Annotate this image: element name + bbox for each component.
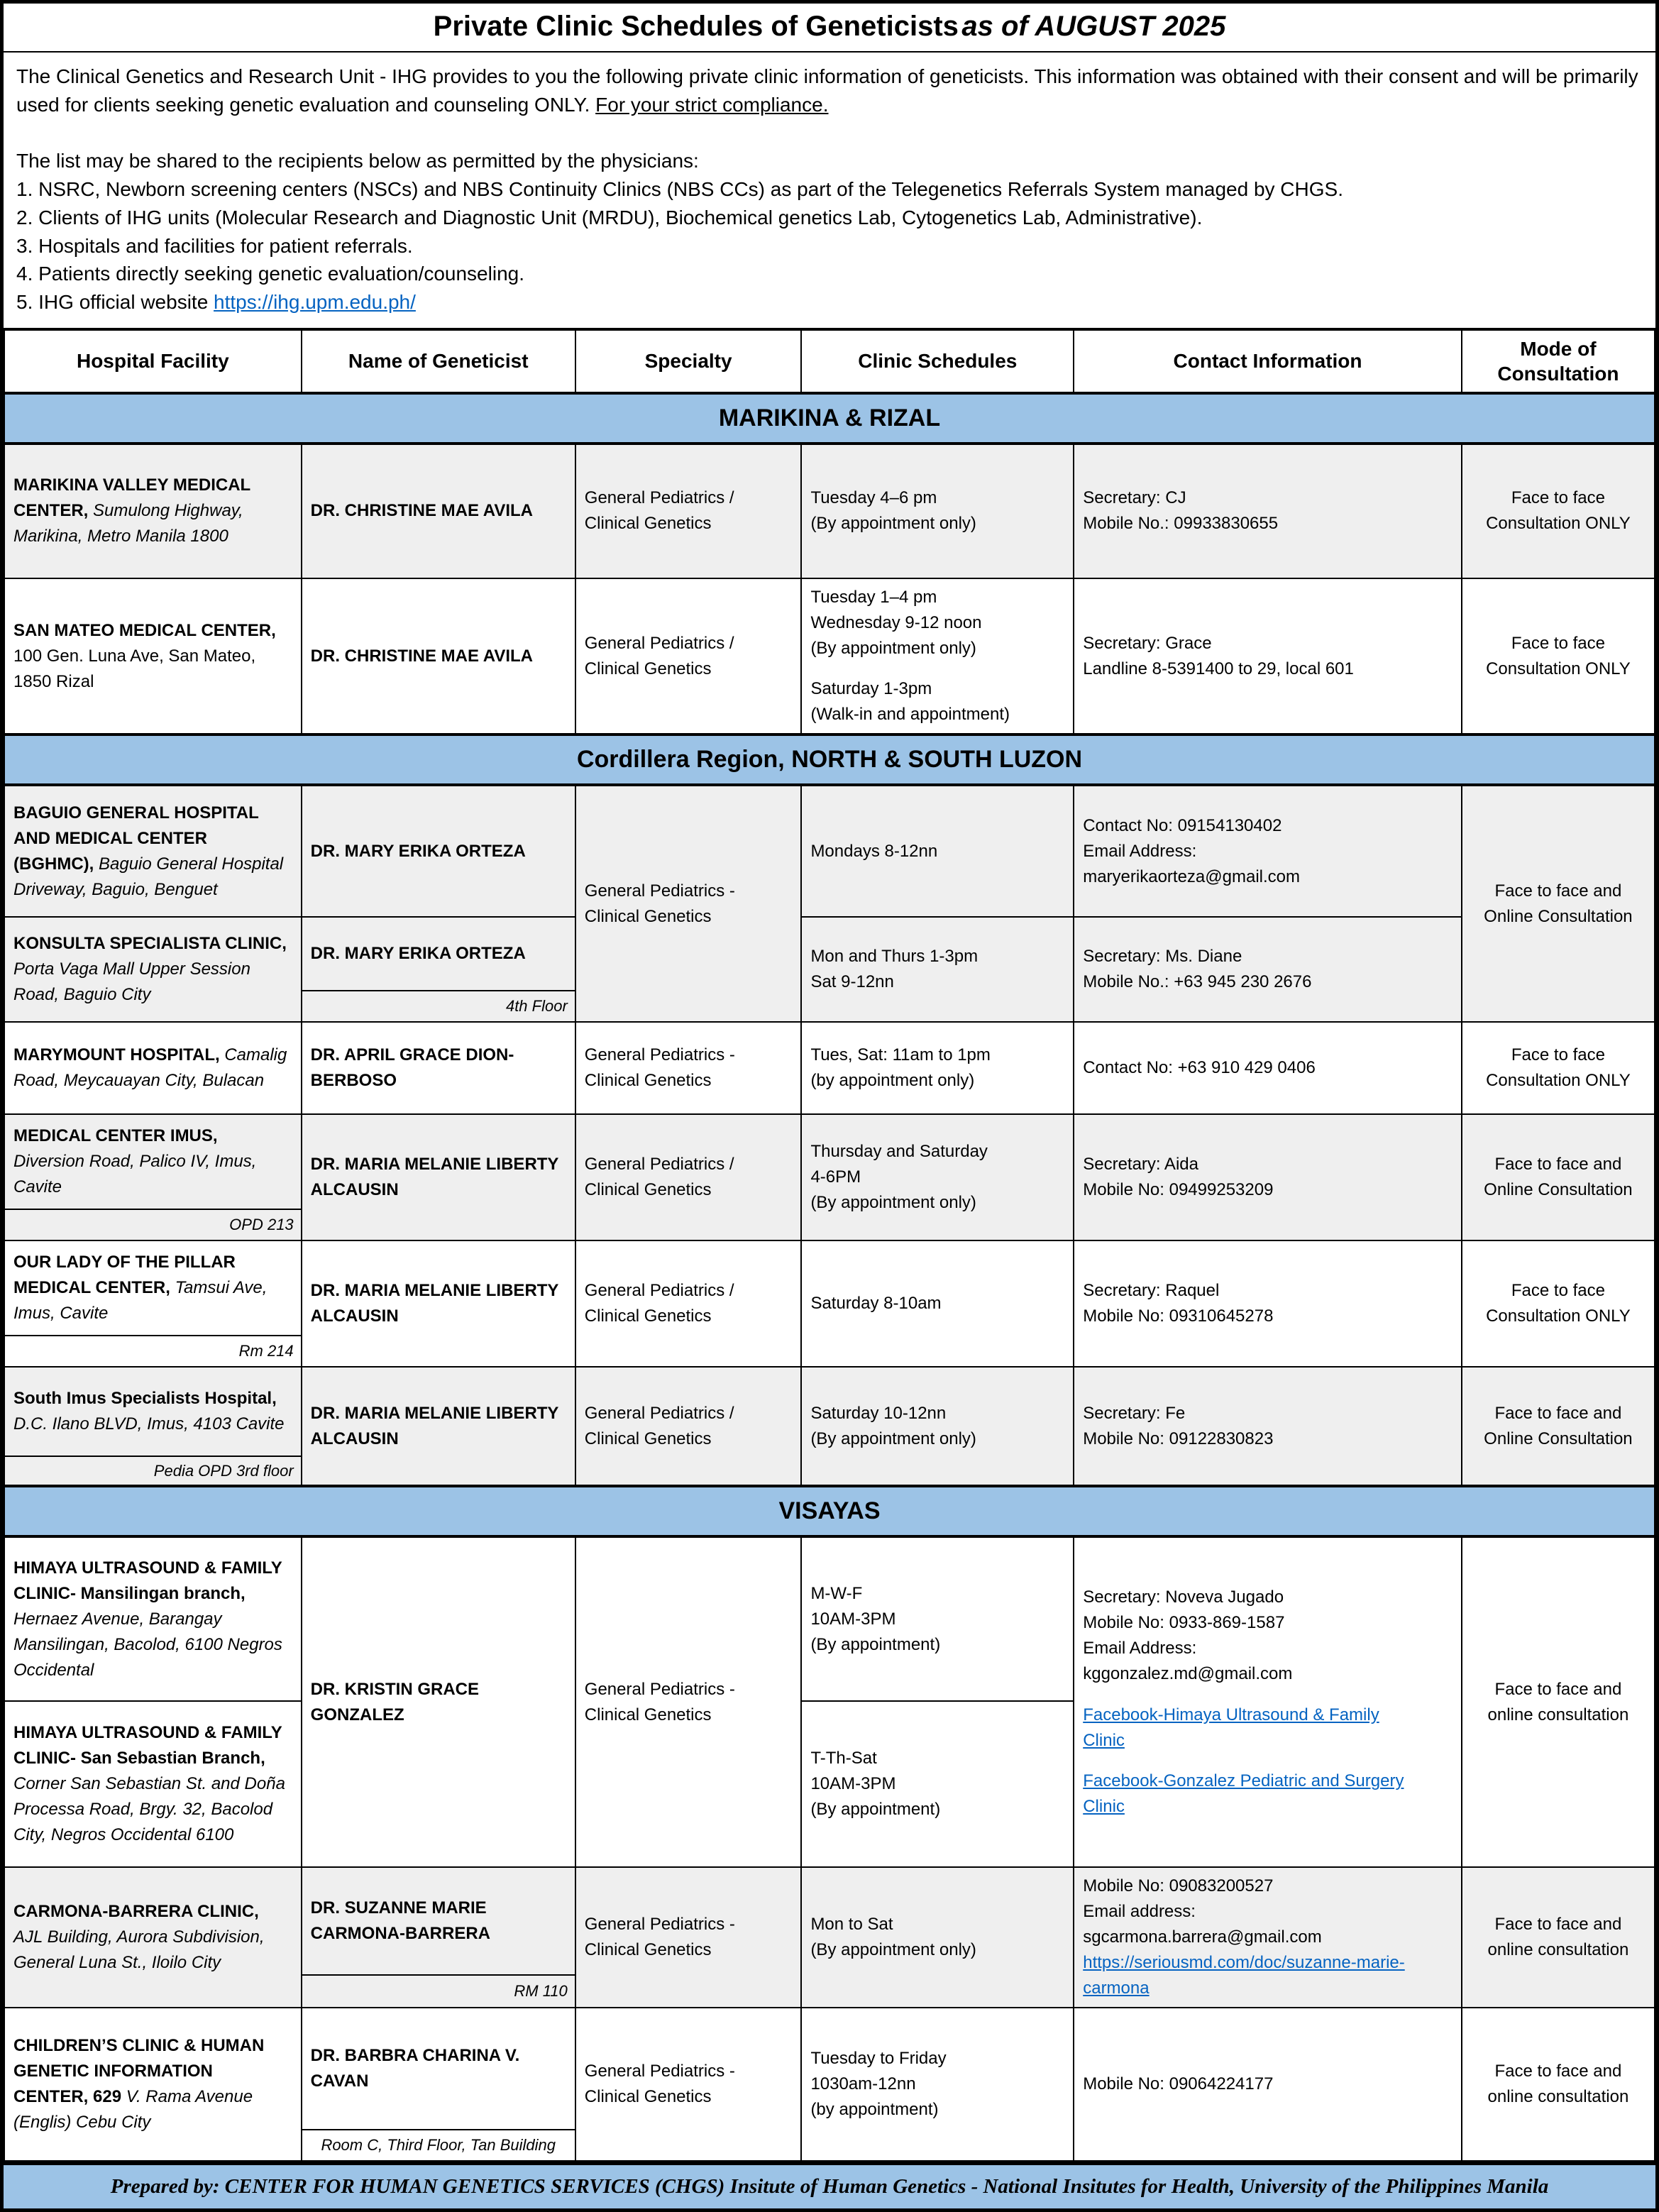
compliance-note: For your strict compliance. bbox=[595, 93, 829, 116]
schedule-line: (by appointment only) bbox=[810, 1071, 975, 1091]
geneticist-cell: DR. BARBRA CHARINA V. CAVAN bbox=[302, 2008, 575, 2130]
schedule-line: Wednesday 9-12 noon bbox=[810, 612, 982, 632]
table-row bbox=[4, 1240, 1655, 1336]
facility-cell bbox=[4, 1867, 302, 2008]
contact-cell bbox=[1074, 2008, 1462, 2161]
contact-line: Secretary: Ms. Diane bbox=[1083, 947, 1242, 967]
contact-line: Secretary: Grace bbox=[1083, 633, 1212, 653]
schedule-line: (By appointment only) bbox=[810, 1193, 976, 1213]
schedule-line: (By appointment only) bbox=[810, 1940, 976, 1960]
room-note: 4th Floor bbox=[302, 991, 575, 1022]
room-note: Room C, Third Floor, Tan Building bbox=[302, 2130, 575, 2161]
contact-cell bbox=[1074, 578, 1462, 735]
section-band-marikina: MARIKINA & RIZAL bbox=[4, 393, 1655, 444]
schedule-line: 1030am-12nn bbox=[810, 2074, 916, 2094]
contact-line: Secretary: Noveva Jugado bbox=[1083, 1588, 1284, 1607]
mode-cell: Face to face Consultation ONLY bbox=[1462, 1240, 1655, 1367]
facility-name: CARMONA-BARRERA CLINIC, bbox=[13, 1902, 259, 1922]
section-band-visayas: VISAYAS bbox=[4, 1486, 1655, 1536]
specialty-cell: General Pediatrics / Clinical Genetics bbox=[575, 1367, 802, 1486]
section-band-row bbox=[4, 1486, 1655, 1536]
ihg-website-link[interactable]: https://ihg.upm.edu.ph/ bbox=[214, 291, 416, 313]
facility-name: HIMAYA ULTRASOUND & FAMILY CLINIC- San Sebastian Branch, bbox=[13, 1723, 282, 1768]
recipient-item: 4. Patients directly seeking genetic evaluation/counseling. bbox=[16, 263, 524, 285]
specialty-cell: General Pediatrics / Clinical Genetics bbox=[575, 1114, 802, 1240]
title-text: Private Clinic Schedules of Geneticists bbox=[433, 11, 959, 42]
facility-address: Porta Vaga Mall Upper Session Road, Baguio City bbox=[13, 959, 250, 1005]
header-row bbox=[4, 330, 1655, 393]
contact-line: Email address: bbox=[1083, 1902, 1196, 1922]
contact-line: Mobile No: 0933-869-1587 bbox=[1083, 1613, 1285, 1633]
facility-cell bbox=[4, 1240, 302, 1336]
schedule-line: Tuesday 1–4 pm bbox=[810, 587, 937, 607]
table-row bbox=[4, 578, 1655, 735]
schedule-cell bbox=[801, 1867, 1074, 2008]
geneticist-cell: DR. APRIL GRACE DION-BERBOSO bbox=[302, 1022, 575, 1114]
contact-line bbox=[1083, 1950, 1453, 2001]
mode-cell: Face to face and Online Consultation bbox=[1462, 785, 1655, 1022]
table-row bbox=[4, 917, 1655, 991]
facility-cell bbox=[4, 1022, 302, 1114]
schedule-cell bbox=[801, 1701, 1074, 1867]
mode-cell: Face to face Consultation ONLY bbox=[1462, 578, 1655, 735]
intro-paragraph bbox=[16, 62, 1643, 119]
facility-name: HIMAYA ULTRASOUND & FAMILY CLINIC- Mansilingan branch, bbox=[13, 1558, 282, 1603]
contact-line: Mobile No.: 09933830655 bbox=[1083, 514, 1279, 534]
contact-line: Email Address: bbox=[1083, 841, 1197, 861]
facility-address: AJL Building, Aurora Subdivision, General Luna St., Iloilo City bbox=[13, 1927, 265, 1973]
schedule-line: Thursday and Saturday bbox=[810, 1142, 988, 1162]
recipient-item: 1. NSRC, Newborn screening centers (NSCs) and NBS Continuity Clinics (NBS CCs) as part of the Telegenetics Referrals System managed by CHGS. bbox=[16, 178, 1343, 200]
column-header-mode: Mode of Consultation bbox=[1462, 330, 1655, 393]
facility-name: MARYMOUNT HOSPITAL, bbox=[13, 1045, 220, 1065]
geneticist-cell: DR. MARIA MELANIE LIBERTY ALCAUSIN bbox=[302, 1367, 575, 1486]
facebook-link-himaya[interactable]: Facebook-Himaya Ultrasound & Family Clinic bbox=[1083, 1705, 1379, 1750]
schedule-cell bbox=[801, 2008, 1074, 2161]
schedule-line: (By appointment only) bbox=[810, 1429, 976, 1448]
section-band-luzon: Cordillera Region, NORTH & SOUTH LUZON bbox=[4, 734, 1655, 785]
facility-address: 100 Gen. Luna Ave, San Mateo, 1850 Rizal bbox=[13, 646, 256, 691]
column-header-facility: Hospital Facility bbox=[4, 330, 302, 393]
schedule-line: Saturday 10-12nn bbox=[810, 1403, 947, 1423]
contact-line: Mobile No: 09083200527 bbox=[1083, 1876, 1274, 1896]
facility-name: CHILDREN’S CLINIC & HUMAN GENETIC INFORMATION CENTER, 629 bbox=[13, 2036, 265, 2107]
facility-address: V. Rama Avenue (Englis) Cebu City bbox=[13, 2087, 253, 2133]
geneticist-cell: DR. CHRISTINE MAE AVILA bbox=[302, 444, 575, 578]
recipient-item: 2. Clients of IHG units (Molecular Research and Diagnostic Unit (MRDU), Biochemical genetics Lab, Cytogenetics Lab, Administrative). bbox=[16, 206, 1203, 229]
mode-cell: Face to face and Online Consultation bbox=[1462, 1114, 1655, 1240]
contact-cell bbox=[1074, 1867, 1462, 2008]
contact-line: maryerikaorteza@gmail.com bbox=[1083, 866, 1300, 886]
facility-address: Hernaez Avenue, Barangay Mansilingan, Bacolod, 6100 Negros Occidental bbox=[13, 1609, 282, 1680]
facility-cell bbox=[4, 1114, 302, 1209]
website-label: 5. IHG official website bbox=[16, 291, 214, 313]
schedule-line: M-W-F bbox=[810, 1583, 863, 1603]
mode-cell: Face to face Consultation ONLY bbox=[1462, 1022, 1655, 1114]
contact-line: Secretary: CJ bbox=[1083, 488, 1186, 508]
geneticist-cell: DR. MARIA MELANIE LIBERTY ALCAUSIN bbox=[302, 1114, 575, 1240]
footer-note: Prepared by: CENTER FOR HUMAN GENETICS SERVICES (CHGS) Insitute of Human Genetics - National Insitutes for Health, University of the Philippines Manila bbox=[4, 2162, 1655, 2208]
schedule-line: T-Th-Sat bbox=[810, 1749, 877, 1768]
facility-name: BAGUIO GENERAL HOSPITAL AND MEDICAL CENTER (BGHMC), bbox=[13, 803, 259, 874]
contact-line: Mobile No: 09499253209 bbox=[1083, 1180, 1274, 1200]
schedule-cell bbox=[801, 917, 1074, 1022]
mode-cell: Face to face Consultation ONLY bbox=[1462, 444, 1655, 578]
specialty-cell: General Pediatrics - Clinical Genetics bbox=[575, 1022, 802, 1114]
specialty-cell: General Pediatrics / Clinical Genetics bbox=[575, 1240, 802, 1367]
schedule-line: (By appointment only) bbox=[810, 638, 976, 658]
schedule-cell bbox=[801, 578, 1074, 735]
facility-address: Baguio General Hospital Driveway, Baguio, Benguet bbox=[13, 854, 284, 899]
contact-cell bbox=[1074, 1536, 1462, 1867]
schedule-cell bbox=[801, 1367, 1074, 1486]
column-header-schedule: Clinic Schedules bbox=[801, 330, 1074, 393]
contact-cell bbox=[1074, 1114, 1462, 1240]
table-row bbox=[4, 1022, 1655, 1114]
table-row bbox=[4, 2008, 1655, 2130]
schedule-line: Tuesday 4–6 pm bbox=[810, 488, 937, 508]
specialty-cell: General Pediatrics - Clinical Genetics bbox=[575, 1867, 802, 2008]
schedule-line: 4-6PM bbox=[810, 1167, 861, 1187]
contact-line: kggonzalez.md@gmail.com bbox=[1083, 1664, 1293, 1684]
table-row bbox=[4, 785, 1655, 917]
facility-cell bbox=[4, 2008, 302, 2161]
facility-address: D.C. Ilano BLVD, Imus, 4103 Cavite bbox=[13, 1414, 285, 1434]
intro-section bbox=[4, 53, 1655, 329]
schedule-cell bbox=[801, 1536, 1074, 1701]
contact-cell bbox=[1074, 785, 1462, 917]
schedule-line: (Walk-in and appointment) bbox=[810, 705, 1010, 725]
schedule-line bbox=[810, 661, 1064, 677]
contact-cell bbox=[1074, 1367, 1462, 1486]
room-note: Pedia OPD 3rd floor bbox=[4, 1456, 302, 1486]
contact-line bbox=[1083, 1702, 1453, 1754]
table-row bbox=[4, 444, 1655, 578]
schedule-line: (by appointment) bbox=[810, 2100, 939, 2120]
schedule-line: Saturday 8-10am bbox=[810, 1294, 942, 1314]
specialty-cell: General Pediatrics - Clinical Genetics bbox=[575, 785, 802, 1022]
table-row bbox=[4, 1536, 1655, 1701]
schedule-line: Tues, Sat: 11am to 1pm bbox=[810, 1045, 991, 1065]
contact-line: Contact No: +63 910 429 0406 bbox=[1083, 1058, 1316, 1078]
schedule-line: Sat 9-12nn bbox=[810, 972, 894, 992]
geneticist-cell: DR. MARY ERIKA ORTEZA bbox=[302, 785, 575, 917]
schedule-line: (By appointment) bbox=[810, 1634, 941, 1654]
facility-cell bbox=[4, 785, 302, 917]
contact-cell bbox=[1074, 444, 1462, 578]
facility-cell bbox=[4, 1701, 302, 1867]
room-note: OPD 213 bbox=[4, 1209, 302, 1240]
recipients-heading: The list may be shared to the recipients below as permitted by the physicians: bbox=[16, 150, 699, 172]
schedule-cell bbox=[801, 1240, 1074, 1367]
mode-cell: Face to face and online consultation bbox=[1462, 2008, 1655, 2161]
schedule-line: Tuesday to Friday bbox=[810, 2049, 947, 2069]
facility-address: Diversion Road, Palico IV, Imus, Cavite bbox=[13, 1152, 257, 1197]
schedule-line: 10AM-3PM bbox=[810, 1774, 896, 1794]
spacer bbox=[1083, 1687, 1453, 1702]
seriousmd-link[interactable]: https://seriousmd.com/doc/suzanne-marie-carmona bbox=[1083, 1953, 1405, 1998]
geneticist-cell: DR. SUZANNE MARIE CARMONA-BARRERA bbox=[302, 1867, 575, 1975]
section-band-row bbox=[4, 734, 1655, 785]
facility-name: South Imus Specialists Hospital, bbox=[13, 1389, 277, 1409]
contact-line: Mobile No: 09310645278 bbox=[1083, 1306, 1274, 1326]
facility-name: MARIKINA VALLEY MEDICAL CENTER, bbox=[13, 475, 250, 521]
column-header-contact: Contact Information bbox=[1074, 330, 1462, 393]
specialty-cell: General Pediatrics / Clinical Genetics bbox=[575, 578, 802, 735]
contact-line: Mobile No: 09122830823 bbox=[1083, 1429, 1274, 1448]
contact-line: Mobile No.: +63 945 230 2676 bbox=[1083, 972, 1312, 992]
specialty-cell: General Pediatrics / Clinical Genetics bbox=[575, 444, 802, 578]
room-note: Rm 214 bbox=[4, 1336, 302, 1367]
schedule-cell bbox=[801, 785, 1074, 917]
geneticist-cell: DR. KRISTIN GRACE GONZALEZ bbox=[302, 1536, 575, 1867]
specialty-cell: General Pediatrics - Clinical Genetics bbox=[575, 1536, 802, 1867]
mode-cell: Face to face and Online Consultation bbox=[1462, 1367, 1655, 1486]
facility-name: SAN MATEO MEDICAL CENTER, bbox=[13, 620, 276, 640]
facility-cell bbox=[4, 1367, 302, 1456]
geneticist-cell: DR. MARY ERIKA ORTEZA bbox=[302, 917, 575, 991]
facility-address: Camalig Road, Meycauayan City, Bulacan bbox=[13, 1045, 287, 1091]
contact-line: sgcarmona.barrera@gmail.com bbox=[1083, 1927, 1322, 1947]
facility-name: MEDICAL CENTER IMUS, bbox=[13, 1126, 218, 1146]
mode-cell: Face to face and online consultation bbox=[1462, 1867, 1655, 2008]
facility-address: Tamsui Ave, Imus, Cavite bbox=[13, 1278, 268, 1324]
contact-cell bbox=[1074, 917, 1462, 1022]
contact-cell bbox=[1074, 1240, 1462, 1367]
contact-line: Contact No: 09154130402 bbox=[1083, 815, 1282, 835]
contact-line: Secretary: Raquel bbox=[1083, 1281, 1220, 1301]
facility-address: Sumulong Highway, Marikina, Metro Manila 1800 bbox=[13, 501, 243, 546]
spacer bbox=[16, 119, 1643, 148]
page-title bbox=[4, 4, 1655, 53]
specialty-cell: General Pediatrics - Clinical Genetics bbox=[575, 2008, 802, 2161]
contact-line: Mobile No: 09064224177 bbox=[1083, 2074, 1274, 2094]
table-row bbox=[4, 1867, 1655, 1975]
schedule-line: 10AM-3PM bbox=[810, 1609, 896, 1629]
mode-cell: Face to face and online consultation bbox=[1462, 1536, 1655, 1867]
intro-text: The Clinical Genetics and Research Unit - IHG provides to you the following private clinic information of geneticists. This information was obtained with their consent and will be primarily used for clients seeking genetic evaluation and counseling ONLY. bbox=[16, 65, 1638, 116]
spacer bbox=[1083, 1754, 1453, 1769]
contact-cell bbox=[1074, 1022, 1462, 1114]
facility-cell bbox=[4, 444, 302, 578]
geneticist-cell: DR. MARIA MELANIE LIBERTY ALCAUSIN bbox=[302, 1240, 575, 1367]
facility-name: KONSULTA SPECIALISTA CLINIC, bbox=[13, 934, 287, 954]
facebook-link-gonzalez[interactable]: Facebook-Gonzalez Pediatric and Surgery Clinic bbox=[1083, 1771, 1404, 1817]
contact-line: Secretary: Fe bbox=[1083, 1403, 1186, 1423]
schedule-line: Saturday 1-3pm bbox=[810, 679, 932, 699]
contact-line: Email Address: bbox=[1083, 1639, 1197, 1658]
schedule-line: Mon to Sat bbox=[810, 1915, 893, 1935]
room-note: RM 110 bbox=[302, 1975, 575, 2008]
contact-line: Landline 8-5391400 to 29, local 601 bbox=[1083, 659, 1354, 678]
contact-line bbox=[1083, 1768, 1453, 1820]
clinic-table bbox=[4, 329, 1655, 2162]
facility-address: Corner San Sebastian St. and Doña Processa Road, Brgy. 32, Bacolod City, Negros Occidental 6100 bbox=[13, 1774, 285, 1845]
schedule-line: (By appointment) bbox=[810, 1800, 941, 1820]
table-row bbox=[4, 1114, 1655, 1209]
schedule-line: Mon and Thurs 1-3pm bbox=[810, 947, 979, 967]
facility-name: OUR LADY OF THE PILLAR MEDICAL CENTER, bbox=[13, 1253, 236, 1298]
geneticist-cell: DR. CHRISTINE MAE AVILA bbox=[302, 578, 575, 735]
schedule-line: (By appointment only) bbox=[810, 514, 976, 534]
column-header-specialty: Specialty bbox=[575, 330, 802, 393]
column-header-geneticist: Name of Geneticist bbox=[302, 330, 575, 393]
schedule-line: Mondays 8-12nn bbox=[810, 841, 938, 861]
recipient-item bbox=[16, 288, 1643, 317]
facility-cell bbox=[4, 917, 302, 1022]
schedule-cell bbox=[801, 1114, 1074, 1240]
contact-line: Secretary: Aida bbox=[1083, 1155, 1198, 1174]
facility-cell bbox=[4, 578, 302, 735]
section-band-row bbox=[4, 393, 1655, 444]
facility-cell bbox=[4, 1536, 302, 1701]
schedule-cell bbox=[801, 444, 1074, 578]
table-row bbox=[4, 1367, 1655, 1456]
recipient-item: 3. Hospitals and facilities for patient referrals. bbox=[16, 234, 413, 257]
title-date: as of AUGUST 2025 bbox=[961, 11, 1226, 42]
schedule-cell bbox=[801, 1022, 1074, 1114]
